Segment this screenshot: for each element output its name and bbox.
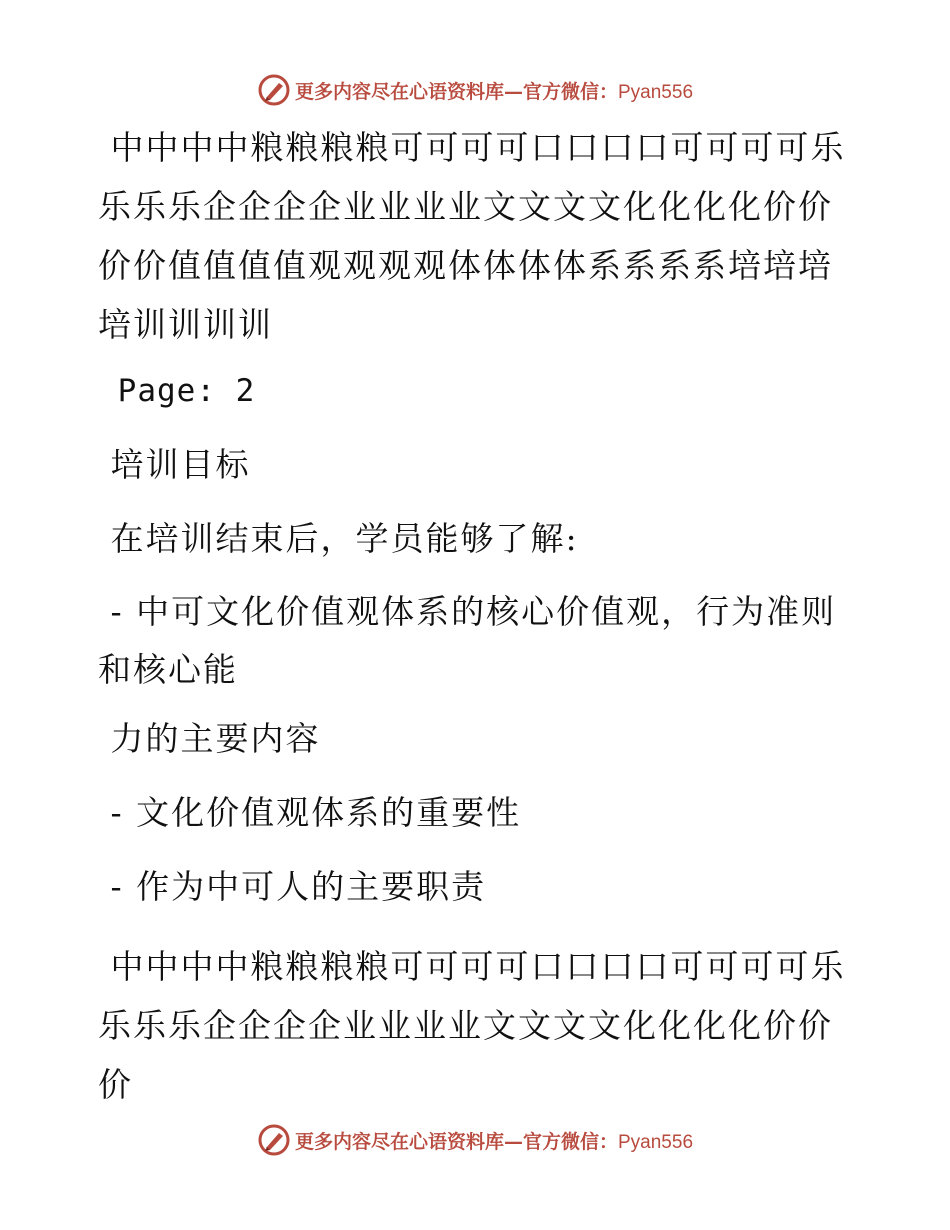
bullet-continuation: 力的主要内容 [98, 719, 321, 758]
pen-circle-logo-icon [257, 1123, 291, 1157]
wechat-id: Pyan556 [618, 81, 694, 103]
banner-text: 更多内容尽在心语资料库—官方微信：Pyan556 [294, 80, 694, 103]
intro-text: 在培训结束后，学员能够了解: [98, 519, 579, 558]
page-number: Page: 2 [98, 373, 256, 409]
bullet-item: - 中可文化价值观体系的核心价值观，行为准则和核心能 [98, 592, 837, 689]
repeated-title-block: 中中中中粮粮粮粮可可可可口口口口可可可可乐乐乐乐企企企企业业业业文文文文化化化化价价价 [98, 947, 846, 1104]
document-body [98, 118, 858, 1114]
bullet-item: - 作为中可人的主要职责 [98, 867, 487, 906]
bullet-item: - 文化价值观体系的重要性 [98, 793, 522, 832]
wechat-id: Pyan556 [618, 1131, 694, 1153]
header-banner [0, 70, 950, 110]
repeated-title-block: 中中中中粮粮粮粮可可可可口口口口可可可可乐乐乐乐企企企企业业业业文文文文化化化化价价价价值值值值观观观观体体体体系系系系培培培培训训训训 [98, 128, 846, 344]
pen-circle-logo-icon [257, 73, 291, 107]
section-heading: 培训目标 [98, 445, 251, 484]
footer-banner [0, 1120, 950, 1160]
banner-text: 更多内容尽在心语资料库—官方微信：Pyan556 [294, 1130, 694, 1153]
